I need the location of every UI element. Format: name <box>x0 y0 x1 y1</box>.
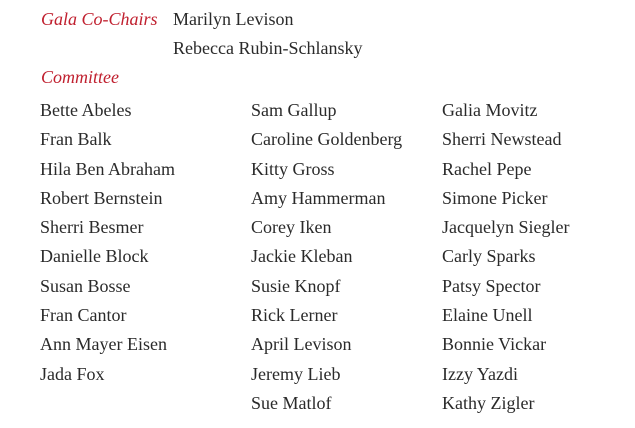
committee-member: Susan Bosse <box>40 275 131 296</box>
committee-column-2 <box>251 96 402 418</box>
committee-member: Patsy Spector <box>442 275 541 296</box>
committee-heading: Committee <box>41 67 119 87</box>
committee-member: Galia Movitz <box>442 100 538 120</box>
committee-member: Rick Lerner <box>251 305 338 326</box>
committee-member: Jackie Kleban <box>251 246 353 267</box>
committee-member: Fran Cantor <box>40 305 127 326</box>
committee-column-3 <box>442 96 569 418</box>
committee-member: Ann Mayer Eisen <box>40 334 167 355</box>
committee-member: Caroline Goldenberg <box>251 129 403 150</box>
committee-member: Fran Balk <box>40 129 112 150</box>
committee-member: April Levison <box>251 334 352 355</box>
committee-member: Bonnie Vickar <box>442 334 547 355</box>
cochairs-heading: Gala Co-Chairs <box>41 9 158 29</box>
cochair-name: Marilyn Levison <box>173 9 294 29</box>
committee-member: Sue Matlof <box>251 392 332 413</box>
committee-member: Robert Bernstein <box>40 187 163 208</box>
committee-member: Sam Gallup <box>251 100 337 120</box>
committee-column-1 <box>40 96 175 389</box>
committee-member: Sherri Newstead <box>442 129 562 150</box>
committee-member: Rachel Pepe <box>442 158 532 179</box>
committee-member: Simone Picker <box>442 187 548 208</box>
committee-member: Jada Fox <box>40 363 105 384</box>
committee-member: Kitty Gross <box>251 158 335 179</box>
committee-member: Kathy Zigler <box>442 392 535 413</box>
committee-member: Izzy Yazdi <box>442 363 518 384</box>
committee-member: Sherri Besmer <box>40 217 144 238</box>
committee-member: Amy Hammerman <box>251 187 386 208</box>
committee-member: Hila Ben Abraham <box>40 158 175 179</box>
committee-member: Bette Abeles <box>40 100 132 120</box>
committee-member: Jacquelyn Siegler <box>442 217 570 238</box>
cochair-name: Rebecca Rubin-Schlansky <box>173 38 363 58</box>
committee-member: Carly Sparks <box>442 246 536 267</box>
committee-member: Danielle Block <box>40 246 149 267</box>
committee-member: Jeremy Lieb <box>251 363 341 384</box>
committee-member: Susie Knopf <box>251 275 341 296</box>
committee-member: Elaine Unell <box>442 305 533 326</box>
committee-member: Corey Iken <box>251 217 332 238</box>
